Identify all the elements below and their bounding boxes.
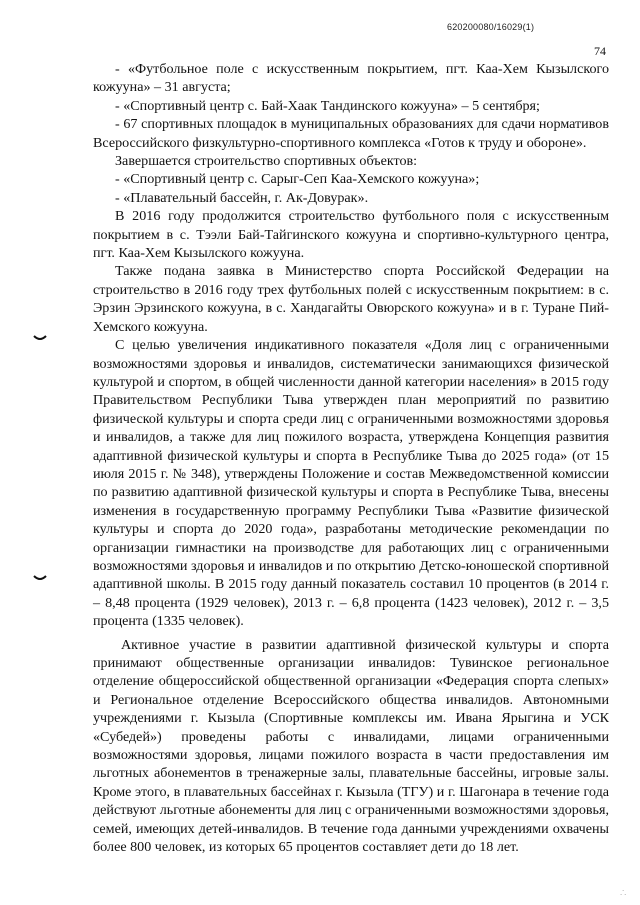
document-id: 620200080/16029(1) (447, 22, 535, 32)
paragraph-indicator: С целью увеличения индикативного показателя «Доля лиц с ограниченными возможностями здоровья и инвалидов, систематически занимающихся физической культурой и спортом, в общей численности данной категории населения» в 2015 году Правительством Республики Тыва утвержден план мероприятий по развитию физической культуры и спорта среди лиц с ограниченными возможностями здоровья и инвалидов, а также для лиц пожилого возраста, утверждена Концепция развития адаптивной физической культуры и спорта в Республике Тыва до 2025 года» (от 15 июля 2015 г. № 348), утверждены Положение и состав Межведомственной комиссии по развитию адаптивной физической культуры и спорта в Республике Тыва, внесены изменения в государственную программу Республики Тыва «Развитие физической культуры и спорта до 2020 года», разработаны методические рекомендации по организации гимнастики на производстве для работающих лиц с ограниченными возможностями здоровья и инвалидов и по открытию Детско-юношеской спортивной адаптивной школы. В 2015 году данный показатель составил 10 процентов (в 2014 г. – 8,48 процента (1929 человек), 2013 г. – 6,8 процента (1423 человек), 2012 г. – 3,5 процента (1335 человек). (93, 337, 609, 630)
list-item: - 67 спортивных площадок в муниципальных образованиях для сдачи нормативов Всероссийского физкультурно-спортивного комплекса «Готов к труду и обороне». (93, 116, 609, 151)
list-item: - «Спортивный центр с. Сарыг-Сеп Каа-Хемского кожууна»; (115, 171, 480, 188)
document-body (93, 60, 609, 856)
list-item: - «Спортивный центр с. Бай-Хаак Тандинского кожууна» – 5 сентября; (115, 97, 540, 114)
page-number: 74 (594, 44, 606, 58)
paragraph-participation: Активное участие в развитии адаптивной физической культуры и спорта принимают общественные организации инвалидов: Тувинское региональное отделение общероссийской общественной организации «Федерация спорта слепых» и Региональное отделение Всероссийского общества инвалидов. Автономными учреждениями г. Кызыла (Спортивные комплексы им. Ивана Ярыгина и УСК «Субедей») проведены работы с инвалидами, лицами ограниченными возможностями здоровья, лицами пожилого возраста в части предоставления им льготных абонементов в тренажерные залы, плавательные бассейны, игровые залы. Кроме этого, в плавательных бассейнах г. Кызыла (ТГУ) и г. Шагонара в течение года действуют льготные абонементы для лиц с ограниченными возможностями здоровья, семей, имеющих детей-инвалидов. В течение года данными учреждениями охвачены более 800 человек, из которых 65 процентов составляет дети до 18 лет. (93, 636, 609, 856)
completing-intro: Завершается строительство спортивных объектов: (115, 153, 418, 170)
paragraph-2016: В 2016 году продолжится строительство футбольного поля с искусственным покрытием в с. Тээли Бай-Тайгинского кожууна и спортивно-культурного центра, пгт. Каа-Хем Кызылского кожууна. (93, 208, 609, 262)
margin-check-mark (33, 574, 47, 582)
scan-dots: ∴ (620, 888, 628, 899)
margin-check-mark (33, 334, 47, 342)
paragraph-application: Также подана заявка в Министерство спорта Российской Федерации на строительство в 2016 году трех футбольных полей с искусственным покрытием: в с. Эрзин Эрзинского кожууна, в с. Хандагайты Овюрского кожууна» и в г. Туране Пий-Хемского кожууна. (93, 263, 609, 335)
list-item: - «Футбольное поле с искусственным покрытием, пгт. Каа-Хем Кызылского кожууна» – 31 августа; (93, 61, 609, 96)
list-item: - «Плавательный бассейн, г. Ак-Довурак». (115, 189, 369, 206)
